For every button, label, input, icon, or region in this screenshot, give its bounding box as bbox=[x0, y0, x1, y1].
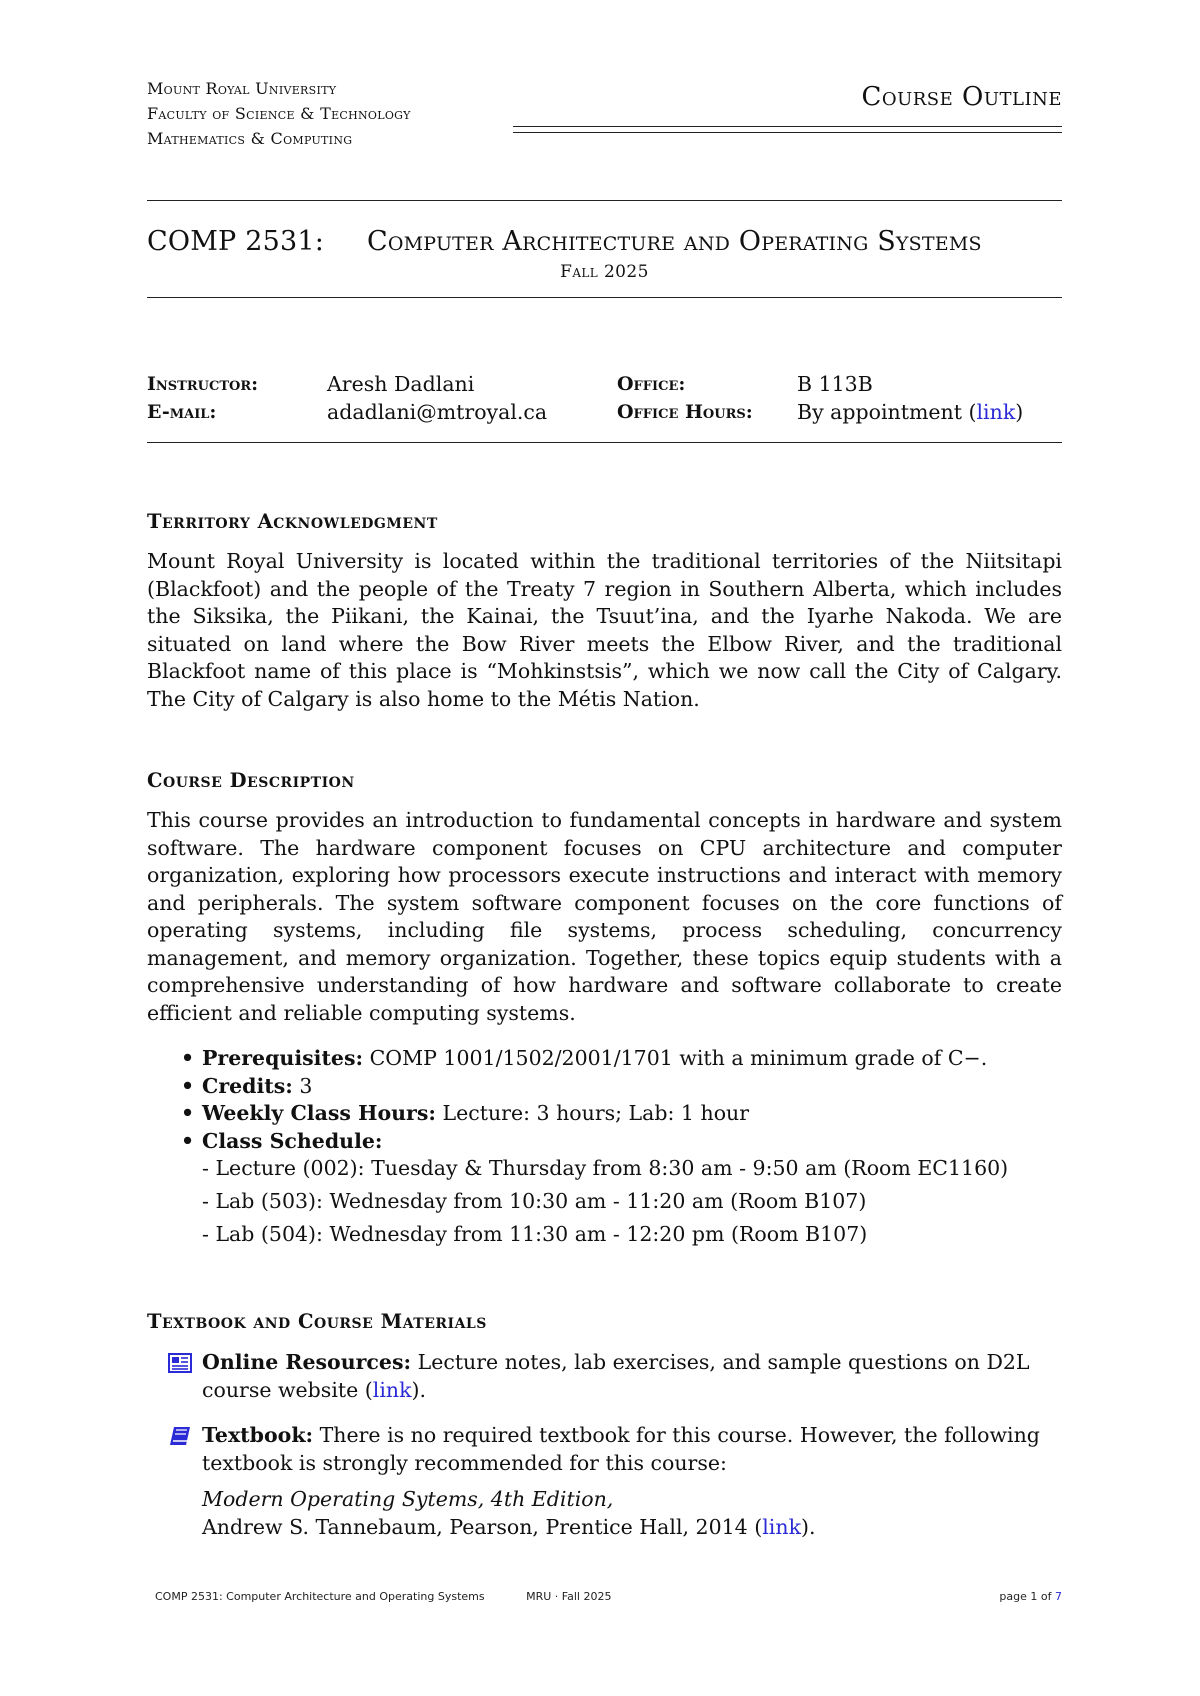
newspaper-icon bbox=[168, 1352, 192, 1374]
info-rule bbox=[147, 442, 1062, 443]
office-label: Office: bbox=[617, 373, 686, 395]
office-hours-value bbox=[797, 398, 1023, 426]
territory-text: Mount Royal University is located within the traditional territories of the Niitsitapi (Blackfoot) and the people of the Treaty 7 region in Southern Alberta, which includes the Siksika, the Piikani, the Kainai, the Tsuut’ina, and the Iyarhe Nakoda. We are situated on land where the Bow River meets the Elbow River, and the traditional Blackfoot name of this place is “Mohkinstsis”, which we now call the City of Calgary. The City of Calgary is also home to the Métis Nation. bbox=[147, 549, 1062, 711]
bullet-icon: • bbox=[181, 1046, 195, 1070]
description-heading: Course Description bbox=[147, 769, 355, 792]
online-resources-text: Lecture notes, lab exercises, and sample questions on D2L course website ( bbox=[202, 1350, 1030, 1402]
textbook-text: There is no required textbook for this course. However, the following textbook is strongly recommended for this course: bbox=[202, 1423, 1040, 1475]
textbook-item bbox=[147, 1422, 1062, 1541]
footer-term: MRU · Fall 2025 bbox=[526, 1590, 612, 1603]
course-term: Fall 2025 bbox=[560, 262, 649, 282]
online-resources-item bbox=[147, 1349, 1062, 1404]
institution-block bbox=[147, 76, 411, 151]
credits-value: 3 bbox=[299, 1073, 313, 1098]
course-title: Computer Architecture and Operating Systems bbox=[367, 226, 982, 257]
book-title: Modern Operating Sytems, 4th Edition, bbox=[202, 1487, 614, 1511]
schedule-entry: - Lab (504): Wednesday from 11:30 am - 12:20 pm (Room B107) bbox=[202, 1222, 868, 1246]
page-number-prefix: page 1 of bbox=[999, 1590, 1055, 1603]
description-text: This course provides an introduction to fundamental concepts in hardware and system software. The hardware component focuses on CPU architecture and computer organization, exploring how processors execute instructions and interact with memory and peripherals. The system software component focuses on the core functions of operating systems, including file systems, process scheduling, concurrency management, and memory organization. Together, these topics equip students with a comprehensive understanding of how hardware and software collaborate to create efficient and reliable computing systems. bbox=[147, 808, 1062, 1025]
prerequisites-label: Prerequisites: bbox=[202, 1046, 364, 1070]
office-value: B 113B bbox=[797, 372, 873, 396]
online-resources-close: ). bbox=[411, 1377, 427, 1402]
instructor-name: Aresh Dadlani bbox=[327, 372, 475, 396]
bullet-icon: • bbox=[181, 1128, 195, 1153]
office-hours-text: By appointment ( bbox=[797, 400, 977, 424]
faculty-name: Faculty of Science & Technology bbox=[147, 104, 411, 123]
title-rule-top bbox=[147, 200, 1062, 201]
book-reference-text: Andrew S. Tannebaum, Pearson, Prentice Hall, 2014 ( bbox=[202, 1514, 763, 1539]
department-name: Mathematics & Computing bbox=[147, 129, 353, 148]
weekly-hours-label: Weekly Class Hours: bbox=[202, 1101, 436, 1125]
weekly-hours-value: Lecture: 3 hours; Lab: 1 hour bbox=[442, 1101, 750, 1125]
prerequisites-value: COMP 1001/1502/2001/1701 with a minimum grade of C−. bbox=[369, 1046, 988, 1070]
page-number bbox=[999, 1590, 1062, 1603]
list-item bbox=[147, 1073, 1062, 1101]
email-label: E-mail: bbox=[147, 401, 217, 423]
document-type: Course Outline bbox=[861, 82, 1062, 112]
instructor-label: Instructor: bbox=[147, 373, 259, 395]
page-total-link[interactable]: 7 bbox=[1055, 1590, 1062, 1603]
bullet-icon: • bbox=[181, 1101, 195, 1125]
email-value: adadlani@mtroyal.ca bbox=[327, 400, 548, 424]
bullet-icon: • bbox=[181, 1073, 195, 1098]
office-hours-link[interactable]: link bbox=[976, 400, 1016, 424]
course-title-line bbox=[147, 226, 1062, 257]
office-hours-label: Office Hours: bbox=[617, 401, 753, 423]
d2l-link[interactable]: link bbox=[372, 1377, 412, 1402]
book-icon bbox=[168, 1425, 192, 1447]
list-item bbox=[147, 1128, 1062, 1156]
territory-heading: Territory Acknowledgment bbox=[147, 510, 438, 533]
online-resources-label: Online Resources: bbox=[202, 1350, 412, 1374]
schedule-entry: - Lab (503): Wednesday from 10:30 am - 11:20 am (Room B107) bbox=[202, 1189, 867, 1213]
textbook-label: Textbook: bbox=[202, 1423, 314, 1447]
book-link[interactable]: link bbox=[762, 1514, 801, 1539]
course-details-list bbox=[147, 1045, 1062, 1251]
footer-course: COMP 2531: Computer Architecture and Operating Systems bbox=[155, 1590, 485, 1603]
book-reference-close: ). bbox=[801, 1514, 816, 1539]
header-rule bbox=[513, 132, 1062, 133]
institution-name: Mount Royal University bbox=[147, 79, 337, 98]
book-reference bbox=[202, 1514, 1062, 1542]
list-item bbox=[147, 1100, 1062, 1128]
list-item bbox=[147, 1045, 1062, 1073]
title-rule-bottom bbox=[147, 297, 1062, 298]
materials-heading: Textbook and Course Materials bbox=[147, 1310, 487, 1333]
schedule-label: Class Schedule: bbox=[202, 1128, 383, 1153]
course-code: COMP 2531: bbox=[147, 226, 324, 257]
schedule-entry: - Lecture (002): Tuesday & Thursday from 8:30 am - 9:50 am (Room EC1160) bbox=[202, 1156, 1009, 1180]
page-footer bbox=[155, 1590, 1062, 1603]
credits-label: Credits: bbox=[202, 1073, 293, 1098]
header-rule bbox=[513, 126, 1062, 127]
office-hours-close: ) bbox=[1015, 400, 1024, 424]
